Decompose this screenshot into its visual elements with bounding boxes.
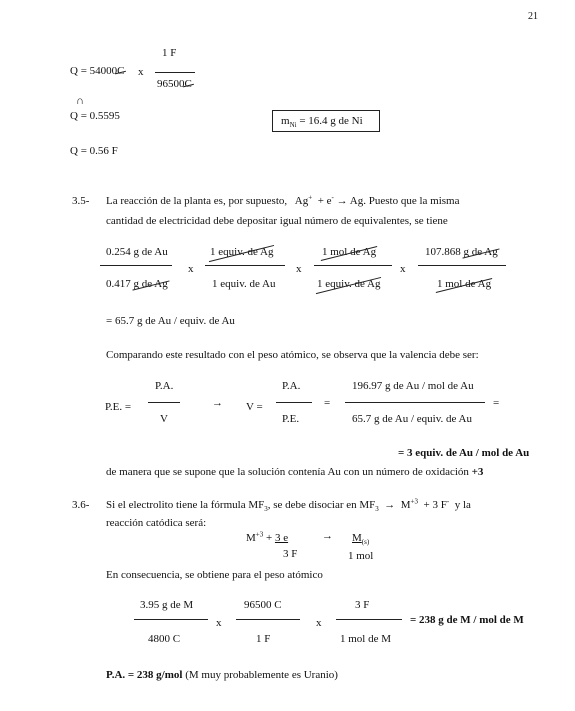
s35-compare-text: Comparando este resultado con el peso atómico, se observa que la valencia debe ser: (106, 349, 479, 361)
f1-numerator: 0.254 g de Au (106, 246, 168, 258)
q1-fraction-bar (155, 72, 195, 73)
result-box (272, 110, 380, 132)
equals-1: = (324, 397, 331, 409)
atomic-weight-result: = 238 g de M / mol de M (410, 614, 524, 626)
times-3: x (400, 263, 406, 275)
approx-mark: ∩ (76, 95, 84, 107)
pa2-num: P.A. (282, 380, 301, 392)
f2-denominator: 1 equiv. de Au (212, 278, 276, 290)
g2-den: 1 F (256, 633, 271, 645)
q1-times: x (138, 66, 144, 78)
f3-denominator: 1 equiv. de Ag (317, 278, 381, 290)
result-box-text: $m_{Ni} = 16.4$ g de Ni (281, 115, 363, 130)
pa2-bar (276, 402, 312, 403)
g1-bar (134, 619, 208, 620)
s35-conclusion: de manera que se supone que la solución contenía Au con un número de oxidación +3 (106, 466, 484, 478)
valence-result: = 3 equiv. de Au / mol de Au (398, 447, 530, 459)
react-product: $M_{(s)}$ (352, 532, 370, 547)
react-3f: 3 F (283, 548, 298, 560)
q2-line: Q = 0.5595 (70, 110, 120, 122)
final-line: P.A. = 238 g/mol (M muy probablemente es Uranio) (106, 669, 338, 681)
big-bar (345, 402, 485, 403)
times-2: x (296, 263, 302, 275)
f2-bar (205, 265, 285, 266)
s35-line2: cantidad de electricidad debe depositar igual número de equivalentes, se tiene (106, 215, 448, 227)
reaction-arrow-icon: → (336, 195, 348, 207)
s36-line2: reacción catódica será: (106, 517, 207, 529)
f2-numerator: 1 equiv. de Ag (210, 246, 274, 258)
g3-den: 1 mol de M (340, 633, 392, 645)
v-den: V (160, 413, 168, 425)
section-3-5-number: 3.5- (72, 195, 90, 207)
g3-bar (336, 619, 402, 620)
s36-consec: En consecuencia, se obtiene para el peso atómico (106, 569, 323, 581)
g1-den: 4800 C (148, 633, 181, 645)
pe-label: P.E. = (105, 401, 132, 413)
f4-bar (418, 265, 506, 266)
s35-intermediate-result: = 65.7 g de Au / equiv. de Au (106, 315, 235, 327)
cathodic-arrow-icon: → (322, 530, 333, 542)
f3-bar (314, 265, 392, 266)
f4-denominator: 1 mol de Ag (437, 278, 492, 290)
g3-num: 3 F (355, 599, 370, 611)
q1-left: Q = 54000C (70, 65, 125, 77)
s36-line1: Si el electrolito tiene la fórmula $MF_3$, se debe disociar en $MF_3 \to M^{+3} + 3$ F- y la (106, 497, 471, 514)
f1-bar (100, 265, 172, 266)
implies-arrow-icon: → (212, 397, 223, 409)
q3-line: Q = 0.56 F (70, 145, 118, 157)
big-den: 65.7 g de Au / equiv. de Au (352, 413, 472, 425)
react-mol: 1 mol (348, 550, 374, 562)
times-4: x (216, 617, 222, 629)
f3-numerator: 1 mol de Ag (322, 246, 377, 258)
q1-numerator: 1 F (162, 47, 177, 59)
page-number: 21 (528, 11, 538, 22)
f1-denominator: 0.417 g de Ag (106, 278, 168, 290)
g2-bar (236, 619, 300, 620)
equals-2: = (493, 397, 500, 409)
times-5: x (316, 617, 322, 629)
dissociation-arrow-icon: → (384, 499, 396, 511)
s35-line1: La reacción de la planta es, por supuesto, Ag+ + e- → Ag. Puesto que la misma (106, 193, 460, 207)
pa-bar (148, 402, 180, 403)
times-1: x (188, 263, 194, 275)
q1-denominator: 96500C (157, 78, 192, 90)
pa-num: P.A. (155, 380, 174, 392)
section-3-6-number: 3.6- (72, 499, 90, 511)
g2-num: 96500 C (244, 599, 282, 611)
v-equals: V = (246, 401, 263, 413)
f4-numerator: 107.868 g de Ag (425, 246, 498, 258)
pe2-den: P.E. (282, 413, 300, 425)
react-m: $M^{+3} + 3$ e (246, 530, 289, 544)
big-num: 196.97 g de Au / mol de Au (352, 380, 474, 392)
g1-num: 3.95 g de M (140, 599, 194, 611)
